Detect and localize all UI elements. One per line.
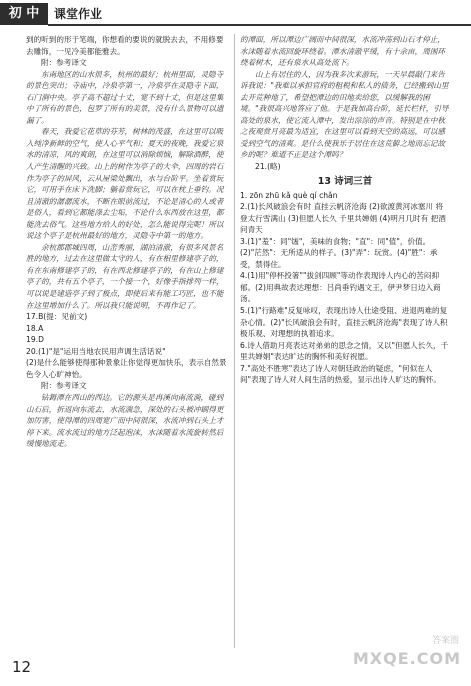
left-paragraph: 20.(1)"是"运用当地农民用声调生活话说" xyxy=(26,346,166,356)
right-column xyxy=(240,34,450,386)
section-title: 13 诗词三首 xyxy=(317,175,373,187)
right-paragraph: 3.(1)"羞"：同"馐"，美味的食物；"直"：同"值"，价值。(2)"茫然"：无所适从的样子。(3)"弄"：玩赏。(4)"胜"：承受，禁得住。 xyxy=(240,236,438,269)
right-paragraph: 山上有居住的人，因为我多次来游玩，一天早晨敲门来告诉我说："我难以承担官府的租税和私人的债务，已经搬到山里去开荒种地了，希望把潭边的田地卖给您，以缓解我的困境。"我很高兴地答应了他。于是我加高台阶，延长栏杆，引导高处的泉水，使它流入潭中，发出淙淙的声音。特别是在中秋之夜观赏月亮最为适宜，在这里可以看到天空的高远，可以感受到空气的清爽。是什么使我乐于居住在这荒僻之地而忘记故乡的呢？难道不正是这个潭吗？ xyxy=(240,69,449,160)
left-paragraph: (2)是什么能够使得那种景象让你觉得更加快乐，表示自然景色令人心旷神怡。 xyxy=(26,358,227,379)
left-paragraph: 钴鉧潭在西山的西边。它的源头是冉溪向南流淌，碰到山石后，折返向东流去，水流湍急，深处的石头被冲刷得更加厉害，使得潭的四周宽广而中间很深，水流冲到石头上才停下来。流水流过的地方泛起泡沫，水沫随着水流旋转然后缓慢地流走。 xyxy=(26,392,224,449)
left-paragraph: 附：参考译文 xyxy=(41,58,87,68)
right-paragraph: 5.(1)"行路难"反复咏叹，表现出诗人仕途受阻、进退两难的复杂心情。(2)"长风破浪会有时，直挂云帆济沧海"表现了诗人积极乐观、对理想的执着追求。 xyxy=(240,306,448,339)
page-number: 12 xyxy=(12,658,32,676)
watermark-label: 答案圈 xyxy=(431,636,459,646)
left-paragraph: 春天，我爱它花草的芬芳，树林的茂盛，在这里可以吸入纯净新鲜的空气，使人心平气和；夏天的夜晚，我爱它泉水的清凉，风的爽朗，在这里可以消除烦恼，解除酒醉，使人产生清醒的兴致。山上的树作为亭子的大伞，四周的岩石作为亭子的屏风，云从屋梁处飘出，水与台阶平。坐着赏玩它，可用手在床下洗脚；躺着赏玩它，可以在枕上垂钓。况且清澈的潺潺流水，不断在眼前流过，不论是清心的人或者是俗人，看到它都能涤去尘垢，不论什么东西放在这里，都能洗去俗气。这些地方给人的好处，怎么能说得完呢！所以说这个亭子是杭州最好的地方，灵隐寺中第一的地方。 xyxy=(26,127,224,241)
left-paragraph: 到的听到的形于笔端，你想看的要说的就脱去去，不用修要去雕饰，一见冷美都能雅去。 xyxy=(26,35,224,56)
left-paragraph: 附：参考译文 xyxy=(41,381,87,391)
page-header xyxy=(0,0,471,30)
header-subtitle: 课堂作业 xyxy=(54,7,103,21)
left-paragraph: 17.B(提：见前文) xyxy=(26,312,88,322)
right-paragraph: 1. zōn zhū kǎ què qí chǎn xyxy=(240,190,338,200)
right-paragraph: 21.(略) xyxy=(255,162,281,172)
right-paragraph: 4.(1)用"停杯投箸""拔剑四顾"等动作表现诗人内心的苦闷抑郁。(2)用典故表达理想：吕尚垂钓遇文王，伊尹梦日边入商汤。 xyxy=(240,271,441,304)
watermark: MXQE.COM xyxy=(352,649,461,668)
right-paragraph: 7."高处不胜寒"表达了诗人对朝廷政治的疑虑，"何似在人间"表现了诗人对人间生活的热爱，显示出诗人旷达的胸怀。 xyxy=(240,363,441,385)
left-paragraph: 19.D xyxy=(26,335,44,345)
header-rule xyxy=(48,24,471,26)
right-paragraph: 的潭面，所以潭边广阔而中间很深，水流冲荡到山石才停止，水沫随着水流回旋环绕着。潭水清澈平缓，有十余亩，周围环绕着树木，还有泉水从高处流下。 xyxy=(240,35,446,68)
grade-tab: 初 中 xyxy=(0,3,48,25)
right-paragraph: 2.(1)长风破浪会有时 直挂云帆济沧海 (2)欲渡黄河冰塞川 将登太行雪满山 (3)但愿人长久 千里共婵娟 (4)明月几时有 把酒问青天 xyxy=(240,202,446,235)
column-divider xyxy=(234,34,235,648)
left-paragraph: 东南地区的山水很多，杭州的最好；杭州里面，灵隐寺的景色突出；寺庙中，冷泉亭第一，冷泉亭在灵隐寺下面，石门涧中央。亭子高不超过十丈，宽不到十丈，但是这里集中了所有的景色，包罗了所有的美景，没有什么景物可以遗漏了。 xyxy=(26,69,224,125)
right-paragraph: 6.诗人借助月亮表达对弟弟的思念之情，又以"但愿人长久，千里共婵娟"表达旷达的胸怀和美好祝愿。 xyxy=(240,340,449,362)
left-paragraph: 余杭郡郡城四周，山峦秀丽，湖泊清澈，有很多风景名胜的地方，过去在这里做太守的人，有在相里修建亭子的，有在东南修建亭子的，有在西北修建亭子的，有在山上修建亭子的，共有五个亭子，一个接一个，好像手指排列一样，可以说是建造亭子到了极点，即使后来有能工巧匠，也不能在这里增加什么了。所以我只能说明，不再作记了。 xyxy=(26,242,224,310)
left-column xyxy=(26,34,230,450)
left-paragraph: 18.A xyxy=(26,323,44,333)
